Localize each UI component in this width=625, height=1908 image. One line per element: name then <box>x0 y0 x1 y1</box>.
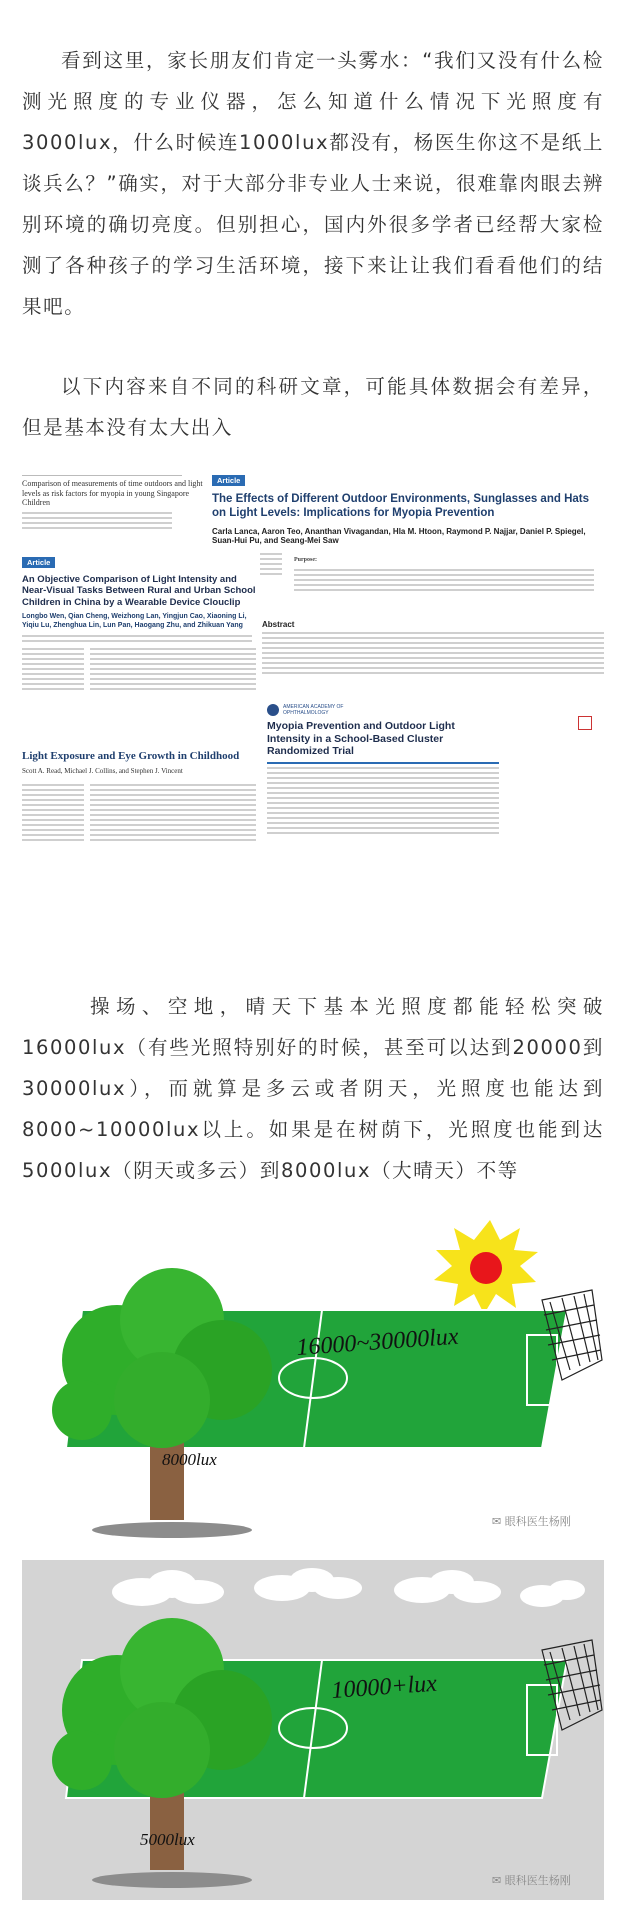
paper-outdoor-environments <box>212 470 604 618</box>
purpose-label: Purpose: <box>294 557 317 563</box>
article-badge: Article <box>212 475 245 486</box>
paper-singapore-comparison <box>22 472 214 554</box>
paper-title: Comparison of measurements of time outdoors and light levels as risk factors for myopia in young Singapore Children <box>22 479 203 508</box>
cloudy-field-lux-label: 10000+lux <box>330 1670 438 1704</box>
paper-clouclip-comparison <box>22 552 260 742</box>
paper-title: Myopia Prevention and Outdoor Light Intensity in a School-Based Cluster Randomized Trial <box>267 720 455 758</box>
society-name: AMERICAN ACADEMY OF OPHTHALMOLOGY <box>283 704 344 716</box>
article-badge: Article <box>22 557 55 568</box>
paper-title: The Effects of Different Outdoor Environments, Sunglasses and Hats on Light Levels: Implications for Myopia Prevention <box>212 493 590 519</box>
paper-authors: Longbo Wen, Qian Cheng, Weizhong Lan, Yingjun Cao, Xiaoning Li, Yiqiu Lu, Zhenghua Lin, Lun Pan, Haogang Zhu, and Zhikuan Yang <box>22 613 247 629</box>
paper-title: Light Exposure and Eye Growth in Childhood <box>22 750 240 762</box>
sunny-field-drawing <box>22 1210 604 1540</box>
paper-myopia-prevention-trial <box>267 704 499 900</box>
research-papers-collage <box>22 470 604 900</box>
sunny-tree-lux-label: 8000lux <box>162 1450 217 1469</box>
source-note-paragraph: 以下内容来自不同的科研文章，可能具体数据会有差异，但是基本没有太大出入 <box>22 374 604 439</box>
cloudy-tree-lux-label: 5000lux <box>140 1830 195 1849</box>
paper-light-exposure <box>22 750 260 900</box>
watermark <box>492 1513 571 1529</box>
watermark-icon: ✉ <box>492 1874 502 1887</box>
watermark <box>492 1872 571 1888</box>
aao-logo-icon <box>267 704 279 716</box>
paper-abstract <box>262 620 604 698</box>
cloudy-field-illustration <box>22 1560 604 1900</box>
watermark-text: 眼科医生杨刚 <box>504 1515 571 1528</box>
outdoor-light-paragraph: 操场、空地，晴天下基本光照度都能轻松突破16000lux（有些光照特别好的时候，甚至可以达到20000到30000lux），而就算是多云或者阴天，光照度也能达到8000~10000lux以上。如果是在树荫下，光照度也能到达5000lux（阴天或多云）到8000lux（大晴天）不等 <box>22 994 604 1182</box>
sunny-field-lux-label: 16000~30000lux <box>295 1323 460 1361</box>
paper-title: An Objective Comparison of Light Intensity and Near-Visual Tasks Between Rural and Urban School Children in China by a Wearable Device Clouclip <box>22 574 256 608</box>
paper-authors: Carla Lanca, Aaron Teo, Ananthan Vivagandan, Hla M. Htoon, Raymond P. Najjar, Daniel P. Spiegel, Suan-Hui Pu, and Seang-Mei Saw <box>212 526 586 546</box>
paper-authors: Scott A. Read, Michael J. Collins, and Stephen J. Vincent <box>22 767 183 776</box>
crossmark-icon <box>578 716 592 730</box>
cloudy-field-drawing <box>22 1560 604 1900</box>
watermark-text: 眼科医生杨刚 <box>504 1874 571 1887</box>
sunny-field-illustration <box>22 1210 604 1540</box>
abstract-label: Abstract <box>262 620 295 629</box>
watermark-icon: ✉ <box>492 1515 502 1528</box>
intro-paragraph: 看到这里，家长朋友们肯定一头雾水：“我们又没有什么检测光照度的专业仪器，怎么知道什么情况下光照度有3000lux，什么时候连1000lux都没有，杨医生你这不是纸上谈兵么？”确实，对于大部分非专业人士来说，很难靠肉眼去辨别环境的确切亮度。但别担心，国内外很多学者已经帮大家检测了各种孩子的学习生活环境，接下来让让我们看看他们的结果吧。 <box>22 48 604 318</box>
